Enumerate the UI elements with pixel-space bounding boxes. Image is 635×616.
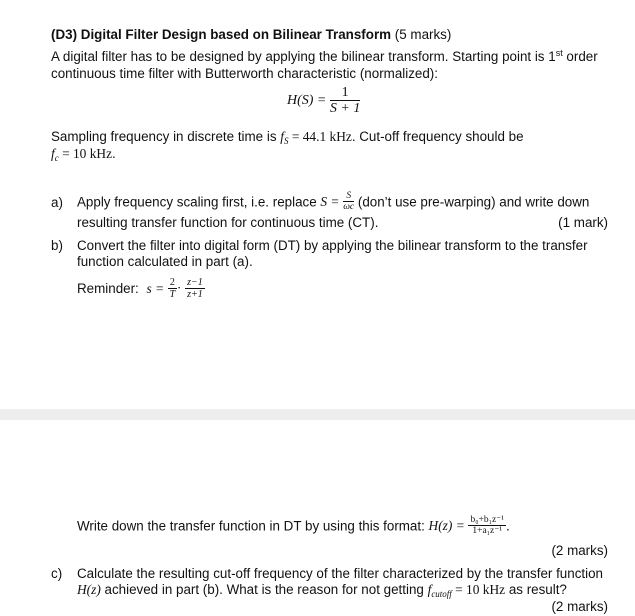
replace-lhs: S = [320,193,340,209]
part-a-letter: a) [51,195,63,210]
reminder-frac-z: $\frac{z-1}{z+1}$ [187,277,203,300]
fcutoff-symbol: f [427,582,432,597]
transfer-lhs: H(S) = [287,92,327,108]
part-b-letter: b) [51,238,63,253]
question-label: (D3) [51,27,78,42]
format-fraction: $\frac{\text{b₀+b₁z⁻¹}}{\text{1+a₁z⁻¹}}$ [470,515,505,537]
transfer-denominator: S + 1 [329,101,361,117]
intro-line-2: continuous time filter with Butterworth characteristic (normalized): [51,66,438,81]
fs-value: = 44.1 kHz [288,129,352,144]
part-c-line-1: Calculate the resulting cut-off frequency of the filter characterized by the transfer function [77,566,603,581]
transfer-function [287,85,360,117]
transfer-numerator: 1 [330,85,360,101]
reminder-frac-2-over-t: $\frac{2}{T}$ [169,277,176,300]
part-a-marks: (1 mark) [558,215,608,230]
reminder-s: s = [146,280,165,296]
intro-line-1: A digital filter has to be designed by applying the bilinear transform. Starting point is 1st order [51,48,598,64]
page-gap-separator [0,409,635,420]
fs-symbol: f [280,129,284,144]
part-b-line-2: function calculated in part (a). [77,254,253,269]
replace-fraction: $\frac{S}{\omega c}$ [343,191,355,213]
fc-value: = 10 kHz [58,146,113,161]
part-c-marks: (2 marks) [551,599,608,614]
part-b-marks: (2 marks) [551,543,608,558]
hz-symbol: H(z) [77,582,101,597]
format-lhs: H(z) = [428,517,465,533]
part-c-letter: c) [51,566,63,581]
reminder-label: Reminder: [77,281,139,296]
sampling-line-1: Sampling frequency in discrete time is $f_S = 44.1$ kHz. Cut-off frequency should be [51,129,524,146]
reminder: Reminder: s = $\frac{2}{T}$ · $\frac{z-1}{z+1}$ [77,277,203,300]
question-heading [51,27,451,43]
part-b-format: Write down the transfer function in DT by using this format: H(z) = $\frac{\text{b₀+b₁z⁻¹}}{\text{1+a₁z⁻¹}}$ . [77,515,510,537]
part-b-line-1: Convert the filter into digital form (DT) by applying the bilinear transform to the transfer [77,238,588,253]
part-a-line-1: Apply frequency scaling first, i.e. replace S = $\frac{S}{\omega c}$ (don’t use pre-warping) and write down [77,191,590,213]
part-c-line-2: H(z) achieved in part (b). What is the reason for not getting $f_{cutoff} = 10$ kHz as result? [77,582,567,599]
sampling-line-2: $f_c = 10$ kHz. [51,146,116,163]
fc-symbol: f [51,146,55,161]
transfer-fraction [330,85,360,117]
part-a-line-2: resulting transfer function for continuous time (CT). [77,215,379,230]
question-title: Digital Filter Design based on Bilinear Transform [80,27,392,42]
question-marks: (5 marks) [394,27,452,42]
